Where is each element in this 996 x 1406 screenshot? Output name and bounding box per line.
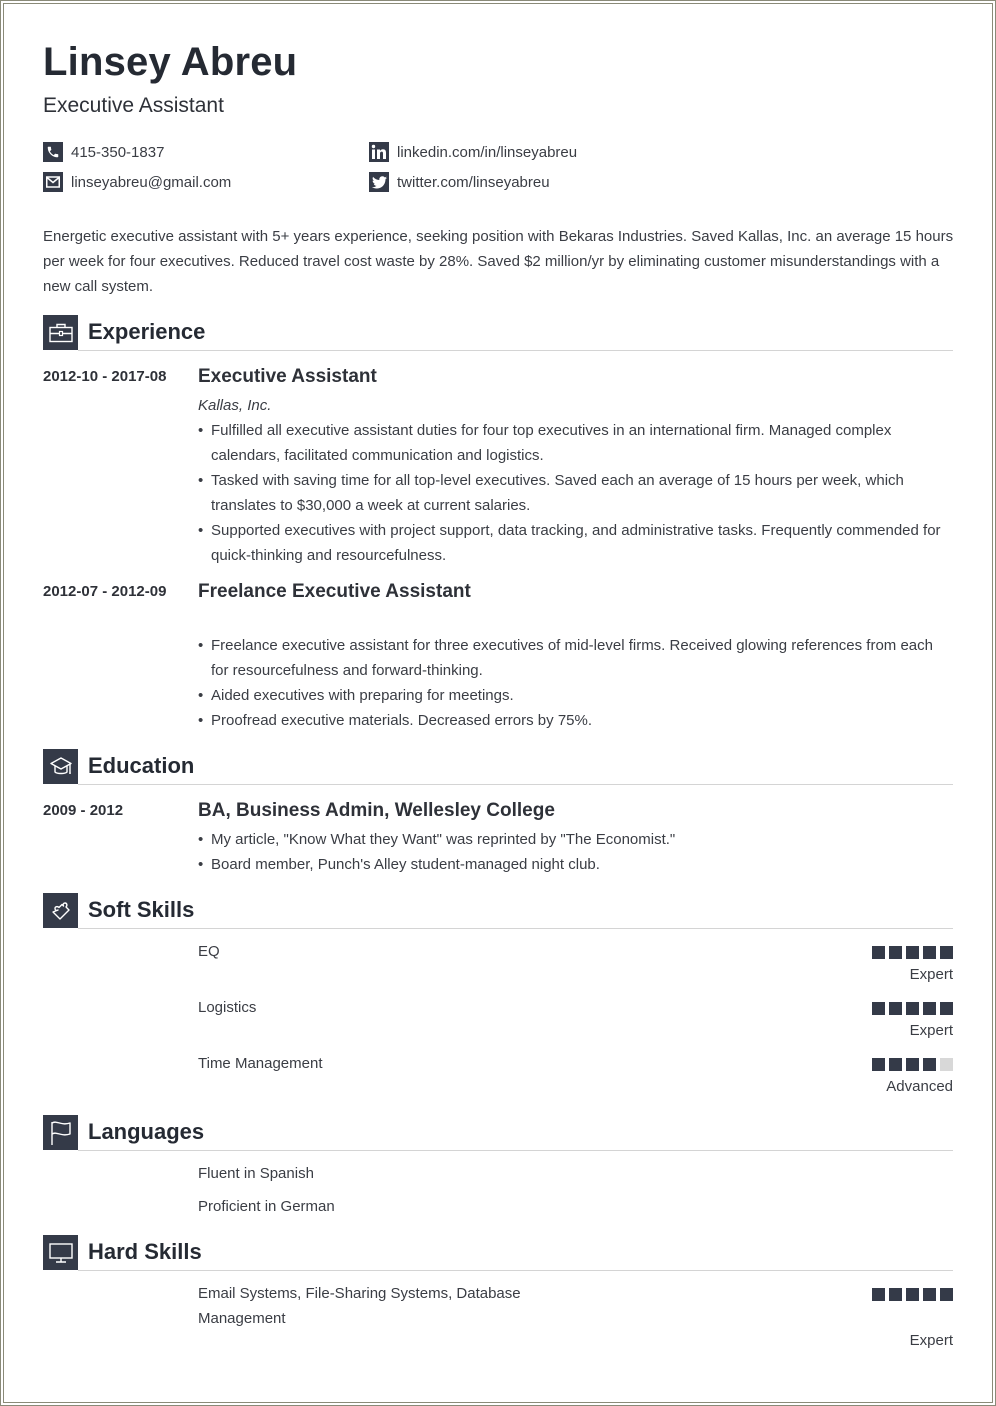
list-item: • My article, "Know What they Want" was reprinted by "The Economist." — [198, 827, 953, 852]
list-item: • Supported executives with project support, data tracking, and administrative tasks. Frequently commended for quick-thinking and resourcefulness. — [198, 518, 953, 568]
education-bullets — [198, 827, 953, 877]
rating-dot-filled — [872, 1058, 885, 1071]
skill-rating — [872, 946, 953, 959]
rating-dot-filled — [906, 946, 919, 959]
list-item: • Freelance executive assistant for three executives of mid-level firms. Received glowing references from each for resourcefulness and forward-thinking. — [198, 633, 953, 683]
phone-text[interactable]: 415-350-1837 — [71, 143, 165, 161]
list-item: • Tasked with saving time for all top-level executives. Saved each an average of 15 hours per week, which translates to $30,000 a week at current salaries. — [198, 468, 953, 518]
section-divider — [78, 928, 953, 929]
education-dates: 2009 - 2012 — [43, 802, 124, 819]
section-divider — [78, 1150, 953, 1151]
skill-level: Expert — [909, 1332, 953, 1349]
contact-twitter — [369, 172, 550, 192]
email-text[interactable]: linseyabreu@gmail.com — [71, 173, 232, 191]
rating-dot-filled — [940, 1002, 953, 1015]
job-dates: 2012-10 - 2017-08 — [43, 368, 167, 385]
language-item: Proficient in German — [198, 1198, 335, 1215]
rating-dot-filled — [889, 1002, 902, 1015]
contact-email — [43, 172, 231, 192]
rating-dot-filled — [923, 1002, 936, 1015]
skill-rating — [872, 1002, 953, 1015]
section-soft-skills — [43, 893, 953, 929]
education-degree: BA, Business Admin, Wellesley College — [198, 800, 555, 821]
job-title: Freelance Executive Assistant — [198, 581, 471, 602]
section-divider — [78, 1270, 953, 1271]
section-hard-skills — [43, 1235, 953, 1271]
puzzle-icon — [43, 893, 78, 928]
skill-name: Logistics — [198, 999, 257, 1016]
section-title: Experience — [88, 319, 206, 344]
linkedin-text[interactable]: linkedin.com/in/linseyabreu — [397, 143, 578, 161]
rating-dot-filled — [889, 1058, 902, 1071]
section-divider — [78, 350, 953, 351]
summary-text: Energetic executive assistant with 5+ years experience, seeking position with Bekaras Industries. Saved Kallas, Inc. an average 15 hours per week for four executives. Reduced travel cost waste by 28%. Saved $2 million/yr by eliminating customer misunderstandings with a new call system. — [43, 228, 954, 295]
job-bullets — [198, 418, 953, 568]
graduation-cap-icon — [43, 749, 78, 784]
list-item: • Proofread executive materials. Decreased errors by 75%. — [198, 708, 953, 733]
contact-phone — [43, 142, 164, 162]
linkedin-icon — [369, 142, 389, 162]
rating-dot-filled — [889, 1288, 902, 1301]
skill-rating — [872, 1288, 953, 1301]
skill-level: Advanced — [886, 1078, 953, 1095]
skill-name-line1: Email Systems, File-Sharing Systems, Database — [198, 1285, 521, 1302]
section-experience — [43, 315, 953, 351]
candidate-title: Executive Assistant — [43, 94, 224, 117]
candidate-name: Linsey Abreu — [43, 40, 298, 84]
rating-dot-filled — [906, 1002, 919, 1015]
skill-rating — [872, 1058, 953, 1071]
skill-name: Time Management — [198, 1055, 323, 1072]
rating-dot-filled — [923, 1058, 936, 1071]
section-title: Languages — [88, 1119, 205, 1144]
job-bullets — [198, 633, 953, 733]
contact-linkedin — [369, 142, 577, 162]
rating-dot-filled — [889, 946, 902, 959]
skill-name-line2: Management — [198, 1310, 286, 1327]
section-title: Hard Skills — [88, 1239, 202, 1264]
envelope-icon — [43, 172, 63, 192]
rating-dot-filled — [906, 1288, 919, 1301]
rating-dot-filled — [940, 946, 953, 959]
list-item: • Board member, Punch's Alley student-managed night club. — [198, 852, 953, 877]
job-dates: 2012-07 - 2012-09 — [43, 583, 167, 600]
job-company: Kallas, Inc. — [198, 397, 272, 414]
skill-level: Expert — [909, 966, 953, 983]
rating-dot-filled — [923, 946, 936, 959]
rating-dot-filled — [872, 946, 885, 959]
list-item: • Aided executives with preparing for meetings. — [198, 683, 953, 708]
section-languages — [43, 1115, 953, 1151]
section-education — [43, 749, 953, 785]
job-title: Executive Assistant — [198, 366, 377, 387]
list-item: • Fulfilled all executive assistant duties for four top executives in an international firm. Managed complex calendars, facilitated communication and logistics. — [198, 418, 953, 468]
twitter-text[interactable]: twitter.com/linseyabreu — [397, 173, 550, 191]
twitter-icon — [369, 172, 389, 192]
skill-level: Expert — [909, 1022, 953, 1039]
rating-dot-filled — [906, 1058, 919, 1071]
rating-dot-filled — [923, 1288, 936, 1301]
language-item: Fluent in Spanish — [198, 1165, 314, 1182]
section-divider — [78, 784, 953, 785]
skill-name: EQ — [198, 943, 220, 960]
rating-dot-empty — [940, 1058, 953, 1071]
section-title: Soft Skills — [88, 897, 195, 922]
rating-dot-filled — [872, 1002, 885, 1015]
section-title: Education — [88, 753, 195, 778]
phone-icon — [43, 142, 63, 162]
flag-icon — [43, 1115, 78, 1150]
briefcase-icon — [43, 315, 78, 350]
rating-dot-filled — [872, 1288, 885, 1301]
rating-dot-filled — [940, 1288, 953, 1301]
monitor-icon — [43, 1235, 78, 1270]
